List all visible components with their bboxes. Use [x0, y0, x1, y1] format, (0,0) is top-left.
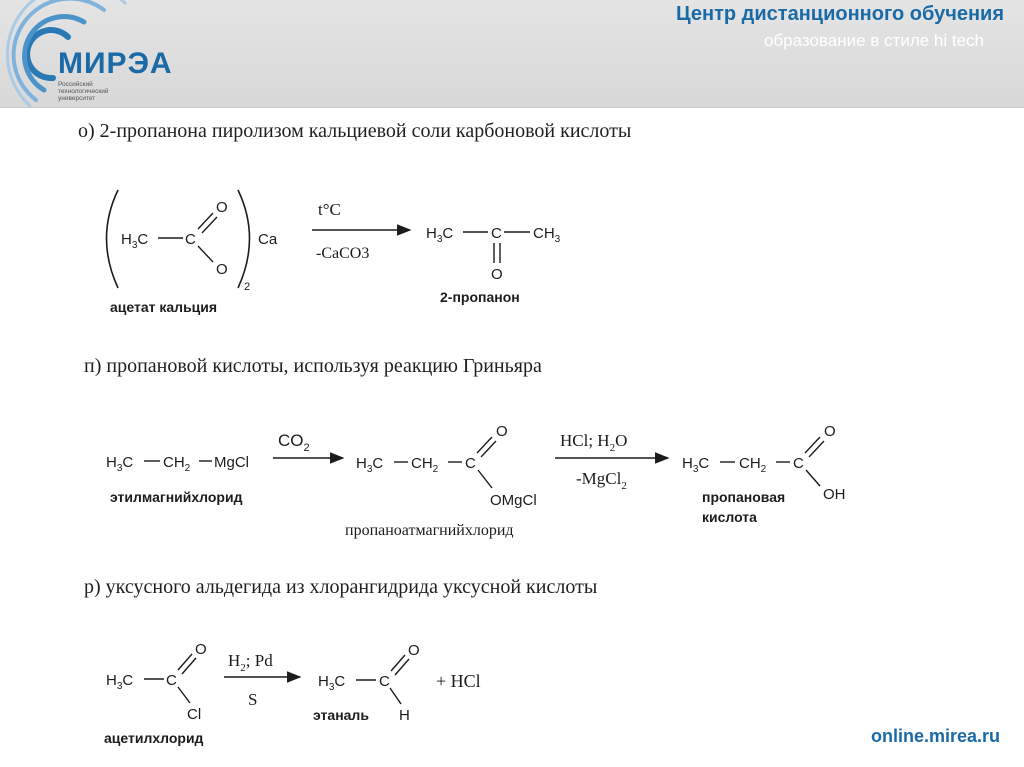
svg-text:C: C	[166, 672, 177, 689]
propanoic-acid-label-line2: кислота	[702, 509, 757, 525]
svg-text:Ca: Ca	[258, 231, 278, 248]
svg-text:H3C: $H_3C$	[426, 225, 454, 245]
svg-text:O: O	[195, 641, 207, 658]
footer-site-link[interactable]: online.mirea.ru	[870, 726, 1000, 746]
svg-text:O: O	[216, 261, 228, 278]
section-r-heading: р) уксусного альдегида из хлорангидрида уксусной кислоты	[84, 576, 598, 598]
svg-text:OMgCl: OMgCl	[490, 492, 537, 509]
svg-text:CH2: $CH_2$	[163, 454, 191, 474]
ethanal-label: этаналь	[313, 707, 369, 723]
svg-text:O: O	[216, 199, 228, 216]
logo-subtitle: Российский технологический университет	[58, 81, 109, 102]
propanoate-magnesium-chloride-structure	[356, 423, 537, 509]
svg-text:H: H	[399, 707, 410, 724]
propanoic-acid-label-line1: пропановая	[702, 489, 786, 505]
acetyl-chloride-structure	[106, 641, 207, 723]
svg-text:O: O	[824, 423, 836, 440]
svg-text:O: O	[408, 642, 420, 659]
ethylmagnesium-chloride-label: этилмагнийхлорид	[110, 489, 243, 505]
scheme-p-step1-condition: $CO_2$	[278, 431, 310, 454]
svg-text:C: C	[793, 455, 804, 472]
svg-text:Cl: Cl	[187, 706, 202, 723]
svg-text:CH3: $CH_3$	[533, 225, 561, 245]
calcium-acetate-structure	[107, 190, 278, 293]
svg-text:C: C	[491, 225, 502, 242]
svg-text:H3C: $H_3C$	[106, 454, 134, 474]
acetone-label: 2-пропанон	[440, 289, 520, 305]
acetone-structure	[426, 225, 561, 283]
svg-text:H3C: $H_3C$	[356, 455, 384, 475]
svg-text:H3C: $H_3C$	[682, 455, 710, 475]
svg-text:OH: OH	[823, 486, 846, 503]
scheme-p-step2-condition-top: HCl; $H_2O$	[560, 431, 628, 454]
scheme-o	[107, 190, 561, 315]
svg-text:CH2: $CH_2$	[411, 455, 439, 475]
section-p-heading: п) пропановой кислоты, используя реакцию Гриньяра	[84, 355, 542, 377]
logo-text: МИРЭА	[58, 47, 173, 80]
svg-text:H3C: $H_3C$	[318, 673, 346, 693]
scheme-o-condition-bottom: -CaCO3	[316, 245, 370, 262]
scheme-o-condition-top: t°C	[318, 200, 341, 219]
svg-text:O: O	[491, 266, 503, 283]
calcium-acetate-label: ацетат кальция	[110, 299, 218, 315]
svg-text:C: C	[465, 455, 476, 472]
svg-text:C: C	[379, 673, 390, 690]
svg-text:MgCl: MgCl	[214, 454, 250, 471]
header-title: Центр дистанционного обучения	[676, 3, 1004, 25]
scheme-r-condition-bottom: S	[248, 690, 258, 709]
intermediate-label: пропаноатмагнийхлорид	[345, 522, 514, 539]
scheme-r	[104, 641, 481, 746]
ethylmagnesium-chloride-structure	[106, 454, 249, 474]
svg-text:O: O	[496, 423, 508, 440]
scheme-r-condition-top: $H_2$; Pd	[228, 651, 273, 674]
byproduct-hcl: + HCl	[436, 671, 481, 691]
acetyl-chloride-label: ацетилхлорид	[104, 730, 204, 746]
header-subtitle: образование в стиле hi tech	[763, 31, 984, 50]
svg-text:C: C	[185, 231, 196, 248]
section-o-heading: о) 2-пропанона пиролизом кальциевой соли карбоновой кислоты	[78, 120, 632, 142]
svg-text:H3C: $H_3C$	[106, 672, 134, 692]
scheme-p-step2-condition-bottom: -MgCl$_2$	[576, 469, 627, 492]
svg-text:H3C: $H_3C$	[121, 231, 149, 251]
svg-text:CH2: $CH_2$	[739, 455, 767, 475]
svg-text:2: 2	[244, 281, 251, 293]
scheme-p	[106, 423, 846, 539]
